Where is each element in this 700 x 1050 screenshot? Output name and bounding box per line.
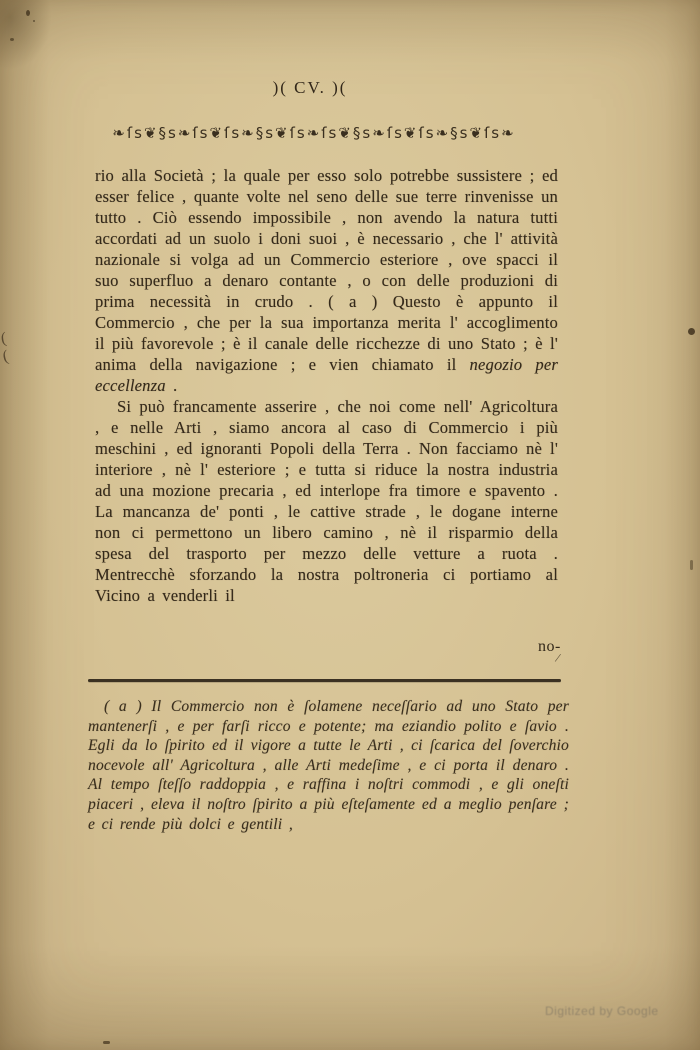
ink-speck	[688, 328, 695, 335]
fleuron-ornament-border: ❧ſs❦§s❧ſs❦ſs❧§s❦ſs❧ſs❦§s❧ſs❦ſs❧§s❦ſs❧	[112, 124, 516, 142]
margin-mark: (	[1, 347, 10, 366]
paragraph-1	[95, 165, 558, 396]
footnote-rule	[88, 679, 561, 682]
body-text-block	[95, 165, 558, 606]
catchword-slash-mark: /	[553, 649, 563, 666]
paragraph-1-italic-phrase: negozio per eccellenza	[95, 355, 558, 395]
paragraph-1-text: rio alla Società ; la quale per esso solo potrebbe sussistere ; ed esser felice , quante volte nel seno delle sue terre rinvenisse un tutto . Ciò essendo impossibile , non avendo la natura tutti accordati ad un suolo i doni suoi , è necessario , che l' attività nazionale si volga ad un Commercio esteriore , ove spacci il suo superfluo a denaro contante , o con delle produzioni di prima necessità in crudo . ( a ) Questo è appunto il Commercio , che per la sua importanza merita l' accoglimento il più favorevole ; è il canale delle ricchezze di uno Stato ; è l' anima della navigazione ; e vien chiamato il	[95, 166, 558, 374]
ink-speck	[103, 1041, 110, 1044]
page-number: )( CV. )(	[272, 78, 348, 97]
ink-speck	[690, 560, 693, 570]
ink-speck	[26, 10, 30, 16]
ink-speck	[10, 38, 14, 41]
catchword: no-	[538, 638, 561, 655]
margin-mark: (	[0, 329, 8, 348]
paragraph-1-end: .	[165, 376, 178, 395]
ink-speck	[33, 20, 35, 22]
paragraph-2: Si può francamente asserire , che noi come nell' Agricoltura , e nelle Arti , siamo ancora al caso di Commercio i più meschini , ed ignoranti Popoli della Terra . Non facciamo nè l' interiore , nè l' esteriore ; e tutta si riduce la nostra industria ad una mozione precaria , ed interlope fra timore e spavento . La mancanza de' ponti , le cattive strade , le dogane interne non ci permettono un libero camino , nè il risparmio della spesa del trasporto per mezzo delle vetture a ruota . Mentrecchè sforzando la nostra poltroneria ci portiamo al Vicino a venderli il	[95, 397, 558, 605]
footnote-text: ( a ) Il Commercio non è ſolamene neceſſario ad uno Stato per mantenerſi , e per farſi ricco e potente; ma eziandio polito e ſavio . Egli da lo ſpirito ed il vigore a tutte le Arti , ci ſcarica del ſoverchio nocevole all' Agricoltura , alle Arti medeſime , e ci porta il denaro . Al tempo ſteſſo raddoppia , e raffina i noſtri commodi , e gli oneſti piaceri , eleva il noſtro ſpirito a più eſteſamente ed a meglio penſare ; e ci rende più dolci e gentili ,	[88, 698, 569, 833]
watermark: Digitized by Google	[545, 1004, 659, 1018]
